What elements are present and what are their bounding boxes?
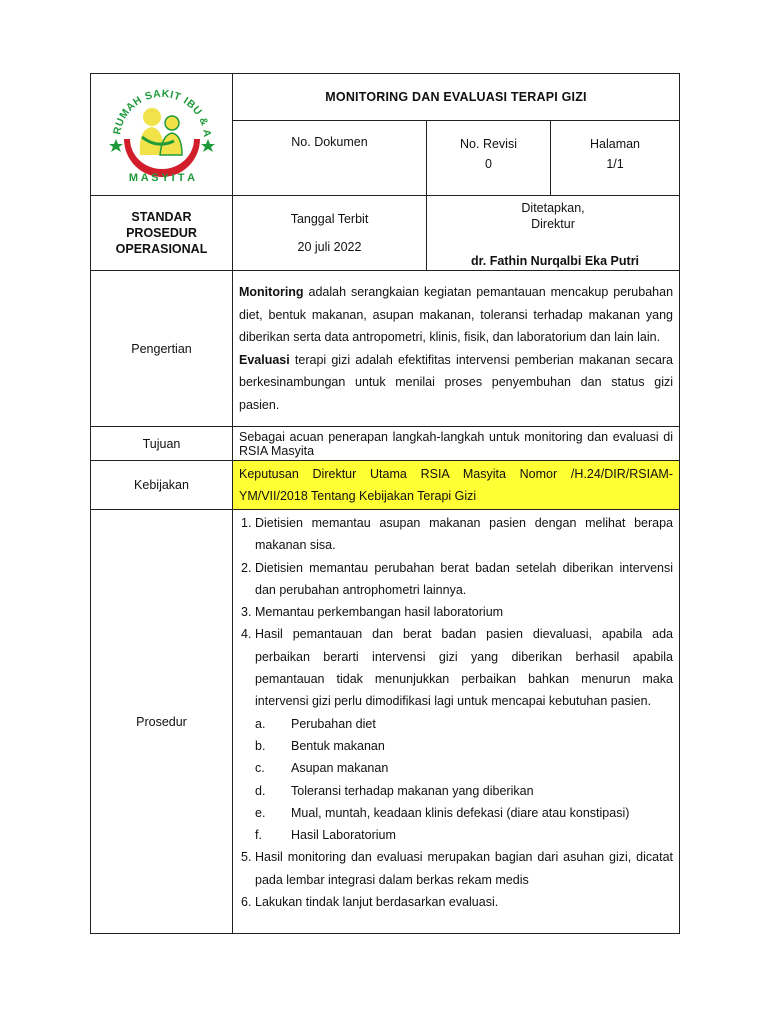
approval-role: Direktur <box>531 217 575 231</box>
prosedur-label: Prosedur <box>91 510 233 934</box>
sop-document-table <box>90 73 680 934</box>
hospital-logo <box>102 77 222 189</box>
step-item: 3. Memantau perkembangan hasil laboratorium <box>241 605 504 620</box>
document-title: MONITORING DAN EVALUASI TERAPI GIZI <box>233 74 680 121</box>
logo-bottom-text: M A S Y I T A <box>128 172 195 184</box>
prosedur-steps <box>233 510 679 913</box>
signatory-name: dr. Fathin Nurqalbi Eka Putri <box>470 254 640 268</box>
page-cell <box>551 121 680 196</box>
revision-cell <box>427 121 551 196</box>
document-number-label: No. Dokumen <box>233 121 427 196</box>
sop-title-cell <box>91 196 233 271</box>
kebijakan-text: Keputusan Direktur Utama RSIA Masyita Nomor /H.24/DIR/RSIAM-YM/VII/2018 Tentang Kebijakan Terapi Gizi <box>239 467 674 503</box>
step-item: 2. Dietisien memantau perubahan berat badan setelah diberikan intervensi dan perubahan antrophometri lainnya. <box>241 560 674 597</box>
tujuan-text: Sebagai acuan penerapan langkah-langkah untuk monitoring dan evaluasi di RSIA Masyita <box>239 429 674 458</box>
issue-date-value: 20 juli 2022 <box>297 240 362 254</box>
page-label: Halaman <box>589 137 641 151</box>
sub-step-item: a. Perubahan diet <box>255 716 376 731</box>
revision-value: 0 <box>485 157 492 171</box>
kebijakan-content <box>233 461 680 510</box>
pengertian-content <box>233 271 680 427</box>
sub-step-item: e. Mual, muntah, keadaan klinis defekasi (diare atau konstipasi) <box>255 805 630 820</box>
issue-date-label: Tanggal Terbit <box>290 212 369 226</box>
step-item: 6. Lakukan tindak lanjut berdasarkan evaluasi. <box>241 895 499 910</box>
pengertian-label: Pengertian <box>91 271 233 427</box>
approval-cell <box>427 196 680 271</box>
sub-step-item: b. Bentuk makanan <box>255 738 385 753</box>
issue-date-cell <box>233 196 427 271</box>
logo-arc-text: RUMAH SAKIT IBU & A <box>110 87 213 139</box>
sub-step-item: c. Asupan makanan <box>255 761 389 776</box>
kebijakan-label: Kebijakan <box>91 461 233 510</box>
monitoring-definition: adalah serangkaian kegiatan pemantauan mencakup perubahan diet, bentuk makanan, asupan makanan, toleransi terhadap makanan yang diberikan serta data antropometri, klinis, fisik, dan laboratorium dan lain lain. <box>239 285 674 344</box>
sub-step-item: d. Toleransi terhadap makanan yang diberikan <box>255 783 534 798</box>
approval-label: Ditetapkan, <box>521 201 585 215</box>
tujuan-label: Tujuan <box>91 427 233 461</box>
sub-steps <box>255 713 673 847</box>
monitoring-term: Monitoring <box>239 285 304 299</box>
evaluasi-definition: terapi gizi adalah efektifitas intervensi pemberian makanan secara berkesinambungan untuk menilai proses penyembuhan dan status gizi pasien. <box>239 352 674 412</box>
tujuan-content <box>233 427 680 461</box>
hospital-logo-cell <box>91 74 233 196</box>
evaluasi-term: Evaluasi <box>239 352 290 367</box>
step-item: 4. Hasil pemantauan dan berat badan pasien dievaluasi, apabila ada perbaikan berarti intervensi gizi yang diberikan berhasil apabila pemantauan tidak menunjukkan perbaikan bahkan menurun maka intervensi gizi perlu dimodifikasi lagi untuk mencapai kebutuhan pasien. a. Perubahan diet b. Bentuk makanan c. Asupan makanan d. Toleransi terhadap makanan yang diberikan e. Mual, muntah, keadaan klinis defekasi (diare atau konstipasi) f. Hasil Laboratorium <box>233 623 673 846</box>
page-value: 1/1 <box>606 157 624 171</box>
step-item: 5. Hasil monitoring dan evaluasi merupakan bagian dari asuhan gizi, dicatat pada lembar integrasi dalam berkas rekam medis <box>241 850 674 887</box>
step-item: 1. Dietisien memantau asupan makanan pasien dengan melihat berapa makanan sisa. <box>241 516 674 553</box>
svg-text:RUMAH SAKIT IBU & ANAK <box>102 77 213 138</box>
sop-title-line3: OPERASIONAL <box>115 242 208 256</box>
sop-title-line2: PROSEDUR <box>126 226 197 240</box>
prosedur-content <box>233 510 680 934</box>
sop-title-line1: STANDAR <box>131 210 192 224</box>
revision-label: No. Revisi <box>460 137 517 151</box>
sub-step-item: f. Hasil Laboratorium <box>255 828 396 843</box>
